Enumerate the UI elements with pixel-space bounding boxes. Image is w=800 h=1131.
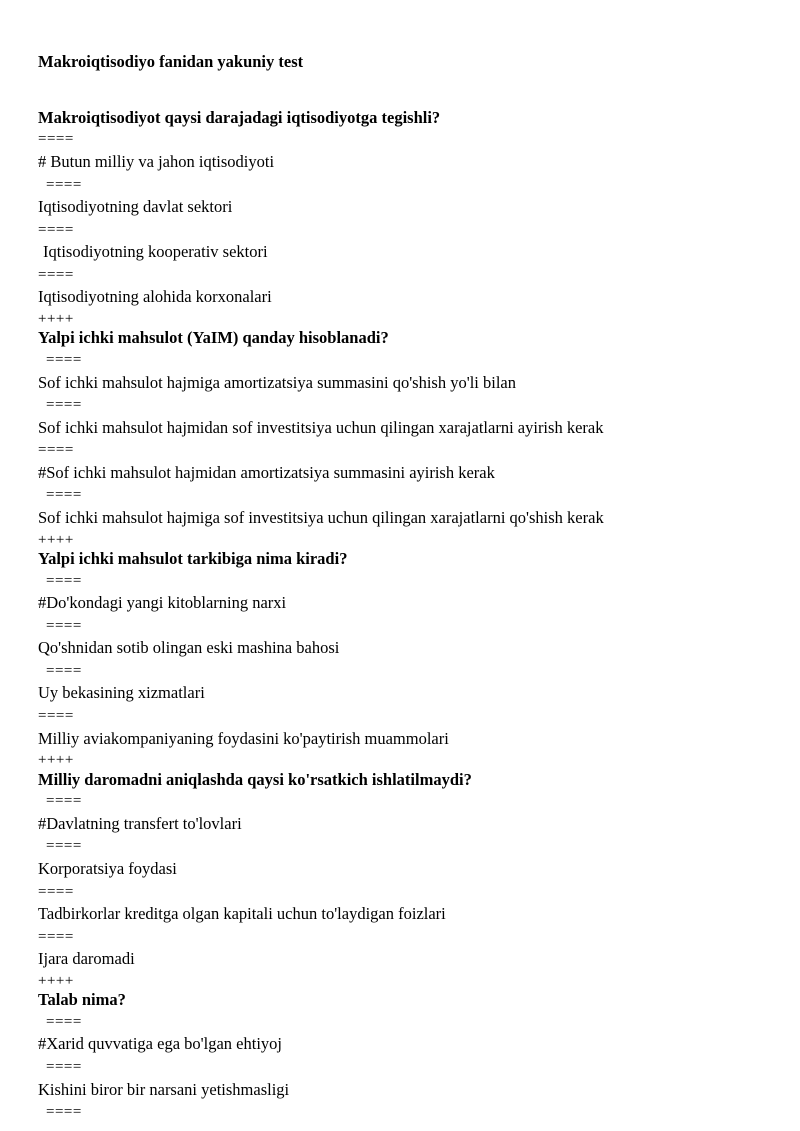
answer-option: Iqtisodiyotning davlat sektori [38, 197, 233, 217]
answer-option: #Xarid quvvatiga ega bo'lgan ehtiyoj [38, 1034, 282, 1054]
question-block [38, 549, 762, 770]
answer-option: #Davlatning transfert to'lovlari [38, 813, 242, 833]
answer-option: Tadbirkorlar kreditga olgan kapitali uchun to'laydigan foizlari [38, 904, 446, 924]
answer-separator: ==== [38, 883, 74, 900]
answer-option: # Butun milliy va jahon iqtisodiyoti [38, 151, 275, 171]
answer-separator: ==== [46, 352, 82, 369]
answer-option: Ijara daromadi [38, 949, 135, 969]
answer-separator: ==== [46, 1059, 82, 1076]
question-block [38, 770, 762, 991]
answer-separator: ==== [46, 793, 82, 810]
question-block [38, 990, 762, 1122]
answer-option: Sof ichki mahsulot hajmiga sof investitsiya uchun qilingan xarajatlarni qo'shish kerak [38, 507, 604, 527]
answer-separator: ==== [46, 1013, 82, 1030]
question-block [38, 328, 762, 549]
answer-separator: ==== [38, 266, 74, 283]
question-text: Talab nima? [38, 990, 126, 1010]
question-text: Milliy daromadni aniqlashda qaysi ko'rsatkich ishlatilmaydi? [38, 769, 472, 789]
answer-option: Korporatsiya foydasi [38, 858, 177, 878]
question-text: Makroiqtisodiyot qaysi darajadagi iqtisodiyotga tegishli? [38, 107, 441, 127]
answer-separator: ==== [46, 1104, 82, 1121]
question-end-separator: ++++ [38, 752, 74, 769]
question-text: Yalpi ichki mahsulot tarkibiga nima kiradi? [38, 549, 348, 569]
answer-option: Iqtisodiyotning alohida korxonalari [38, 287, 272, 307]
answer-separator: ==== [46, 662, 82, 679]
answer-separator: ==== [46, 397, 82, 414]
answer-option: Uy bekasining xizmatlari [38, 683, 205, 703]
answer-separator: ==== [46, 572, 82, 589]
answer-option: Qo'shnidan sotib olingan eski mashina bahosi [38, 638, 340, 658]
answer-option: Sof ichki mahsulot hajmiga amortizatsiya summasini qo'shish yo'li bilan [38, 372, 516, 392]
question-end-separator: ++++ [38, 310, 74, 327]
answer-separator: ==== [46, 617, 82, 634]
answer-separator: ==== [46, 838, 82, 855]
answer-option: Iqtisodiyotning kooperativ sektori [43, 242, 268, 262]
answer-option: #Sof ichki mahsulot hajmidan amortizatsiya summasini ayirish kerak [38, 462, 495, 482]
answer-separator: ==== [38, 442, 74, 459]
answer-separator: ==== [46, 176, 82, 193]
page-title: Makroiqtisodiyo fanidan yakuniy test [38, 52, 304, 71]
answer-separator: ==== [38, 221, 74, 238]
question-text: Yalpi ichki mahsulot (YaIM) qanday hisoblanadi? [38, 328, 389, 348]
answer-separator: ==== [46, 487, 82, 504]
answer-option: Kishini biror bir narsani yetishmasligi [38, 1079, 290, 1099]
title-spacer [38, 72, 762, 108]
answer-separator: ==== [38, 131, 74, 148]
question-block [38, 108, 762, 329]
answer-option: #Do'kondagi yangi kitoblarning narxi [38, 593, 287, 613]
question-end-separator: ++++ [38, 972, 74, 989]
answer-separator: ==== [38, 708, 74, 725]
question-end-separator: ++++ [38, 531, 74, 548]
answer-separator: ==== [38, 928, 74, 945]
answer-option: Milliy aviakompaniyaning foydasini ko'paytirish muammolari [38, 728, 449, 748]
answer-option: Sof ichki mahsulot hajmidan sof investitsiya uchun qilingan xarajatlarni ayirish kerak [38, 417, 604, 437]
